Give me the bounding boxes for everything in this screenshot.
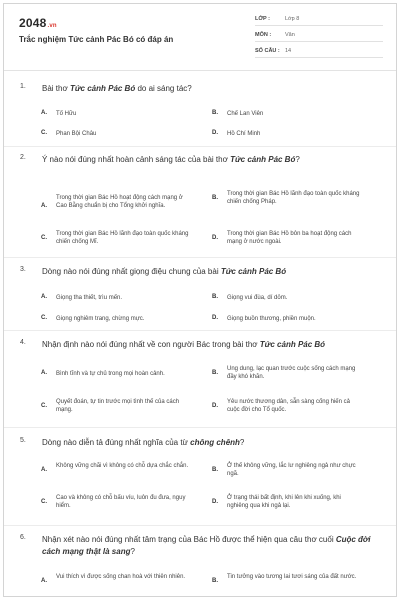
- question-text: Dòng nào nói đúng nhất giọng điệu chung của bài Tức cảnh Pác Bó: [42, 267, 287, 276]
- header: [4, 4, 396, 66]
- meta-label: LỚP :: [255, 16, 270, 22]
- question-number: 2.: [20, 154, 26, 161]
- meta-value: 14: [285, 48, 292, 54]
- question-text: Nhận định nào nói đúng nhất về con người Bác trong bài thơ Tức cảnh Pác Bó: [42, 340, 326, 349]
- divider: [255, 57, 383, 58]
- question-text: Dòng nào diễn tả đúng nhất nghĩa của từ chông chênh?: [42, 438, 245, 447]
- question-highlight: Tức cảnh Pác Bó: [69, 84, 136, 93]
- question-text: Bài thơ Tức cảnh Pác Bó do ai sáng tác?: [42, 84, 192, 93]
- divider: [4, 146, 396, 147]
- meta-label: SỐ CÂU :: [255, 48, 280, 54]
- question-highlight: chông chênh: [190, 438, 240, 447]
- meta-value: Văn: [285, 32, 295, 38]
- question-text: Nhận xét nào nói đúng nhất tâm trạng của Bác Hồ được thể hiện qua câu thơ cuối Cuộc đời cách mạng thật là sang?: [42, 535, 371, 556]
- divider: [4, 525, 396, 526]
- question-highlight: Tức cảnh Pác Bó: [230, 155, 296, 164]
- question-number: 1.: [20, 83, 26, 90]
- page-title: Trắc nghiệm Tức cảnh Pác Bó có đáp án: [19, 35, 174, 44]
- question-number: 4.: [20, 339, 26, 346]
- question-highlight: Tức cảnh Pác Bó: [259, 340, 326, 349]
- divider: [4, 257, 396, 258]
- header-divider: [4, 70, 396, 71]
- divider: [4, 330, 396, 331]
- question-highlight: Tức cảnh Pác Bó: [220, 267, 287, 276]
- meta-value: Lớp 8: [285, 16, 300, 22]
- divider: [255, 41, 383, 42]
- meta-label: MÔN :: [255, 32, 272, 38]
- quiz-page: 2048.vn Trắc nghiệm Tức cảnh Pác Bó có đáp án LỚP : Lớp 8 MÔN : Văn SỐ CÂU : 14 1. Bài thơ Tức cảnh Pác Bó do ai sáng tác? A. Tố Hữu B. Chế Lan Viên C. Phan Bội Châu D. Hồ Chí Minh 2. Ý nào nói đúng nhất hoàn cảnh sáng tác của bài thơ Tức cảnh Pác Bó? A. Trong thời gian Bác Hồ hoạt động cách mạng ở Cao Bằng chuẩn bị cho Tổng khởi nghĩa. B. Trong thời gian Bác Hồ lãnh đạo toàn quốc kháng chiến chống Pháp. C. Trong thời gian Bác Hồ lãnh đạo toàn quốc kháng chiến chống Mĩ. D. Trong thời gian Bác Hồ bôn ba hoạt động cách mạng ở nước ngoài. 3. Dòng nào nói đúng nhất giọng điệu chung của bài Tức cảnh Pác Bó A. Giọng tha thiết, trìu mến. B. Giọng vui đùa, dí dỏm. C. Giọng nghiêm trang, chừng mực. D. Giọng buồn thương, phiền muộn. 4. Nhận định nào nói đúng nhất về con người Bác trong bài thơ Tức cảnh Pác Bó A. Bình tĩnh và tự chủ trong mọi hoàn cảnh. B. Ung dung, lạc quan trước cuộc sống cách mạng đầy khó khăn. C. Quyết đoán, tự tin trước mọi tình thế của cách mạng. D. Yêu nước thương dân, sẵn sàng cống hiến cả cuộc đời cho Tổ quốc. 5. Dòng nào diễn tả đúng nhất nghĩa của từ chông chênh? A. Không vững chãi vì không có chỗ dựa chắc chắn. B. Ở thế không vững, lắc lư nghiêng ngả như chực ngã. C. Cao và không có chỗ bấu víu, luôn đu đưa, nguy hiểm. D. Ở trạng thái bất định, khi lên khi xuống, khi nghiêng qua khi ngả lại. 6. Nhận xét nào nói đúng nhất tâm trạng của Bác Hồ được thể hiện qua câu thơ cuối Cuộc đời cách mạng thật là sang? A. Vui thích vì được sống chan hoà với thiên nhiên. B. Tin tưởng vào tương lai tươi sáng của đất nước.: [3, 3, 397, 597]
- divider: [4, 427, 396, 428]
- logo-suffix: .vn: [47, 23, 57, 29]
- divider: [255, 25, 383, 26]
- site-logo[interactable]: [19, 16, 57, 30]
- logo-text: 2048: [19, 16, 47, 30]
- question-number: 5.: [20, 437, 26, 444]
- question-text: Ý nào nói đúng nhất hoàn cảnh sáng tác của bài thơ Tức cảnh Pác Bó?: [42, 155, 300, 164]
- question-number: 3.: [20, 266, 26, 273]
- question-highlight: Cuộc đời cách mạng thật là sang: [42, 535, 371, 556]
- question-number: 6.: [20, 534, 26, 541]
